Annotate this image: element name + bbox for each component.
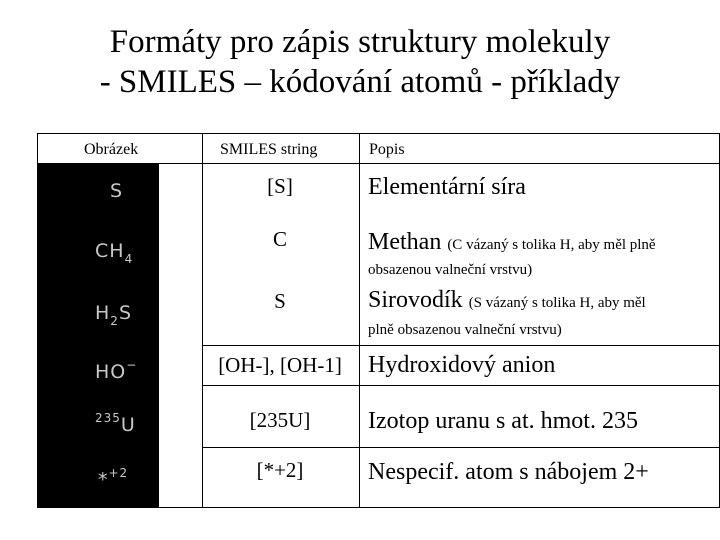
smiles-examples-table	[37, 133, 720, 508]
molecule-image-uranium-235	[95, 411, 136, 436]
molecule-image-hydroxide	[95, 358, 138, 383]
description-cell	[368, 457, 649, 487]
row-divider	[202, 447, 719, 448]
description-note: (S vázaný s tolika H, aby měl	[468, 295, 646, 311]
smiles-cell: S	[274, 289, 286, 313]
description-note: (C vázaný s tolika H, aby měl plně	[447, 237, 656, 253]
molecule-charge: −	[126, 358, 138, 372]
page-title	[0, 22, 720, 102]
molecule-subscript: 2	[110, 314, 119, 328]
smiles-cell: [OH-], [OH-1]	[218, 353, 342, 377]
description-cell	[368, 406, 638, 436]
description-text: Hydroxidový anion	[368, 352, 556, 378]
smiles-cell: [235U]	[249, 408, 311, 432]
molecule-label: HO	[95, 361, 127, 383]
description-text: Sirovodík	[368, 287, 463, 313]
header-description: Popis	[369, 141, 405, 158]
description-text: Methan	[368, 229, 442, 255]
description-text: Nespecif. atom s nábojem 2+	[368, 459, 649, 485]
molecule-label: S	[110, 180, 124, 202]
molecule-image-wildcard-atom	[98, 466, 129, 491]
molecule-label: CH	[95, 240, 125, 262]
molecule-image-methane	[95, 240, 134, 266]
title-line-1: Formáty pro zápis struktury molekuly	[109, 24, 611, 60]
smiles-cell: [*+2]	[256, 458, 304, 482]
molecule-image-sulfur	[110, 180, 123, 202]
molecule-subscript: 4	[124, 252, 134, 266]
description-text: Elementární síra	[368, 174, 526, 200]
smiles-cell: C	[272, 227, 287, 251]
smiles-cell: [S]	[267, 174, 293, 198]
molecule-mass-number: 235	[95, 411, 121, 425]
row-divider	[202, 345, 719, 346]
molecule-label: *	[98, 469, 109, 491]
description-note-line-2: plně obsazenou valneční vrstvu)	[368, 322, 562, 338]
description-note-line-2: obsazenou valneční vrstvu)	[368, 262, 533, 278]
image-column-background	[38, 163, 159, 507]
molecule-image-hydrogen-sulfide	[95, 302, 132, 328]
description-text: Izotop uranu s at. hmot. 235	[368, 408, 638, 434]
header-image: Obrázek	[84, 141, 139, 158]
molecule-prefix: H	[95, 302, 111, 324]
description-cell	[368, 285, 646, 318]
description-cell	[368, 350, 555, 380]
column-divider-2	[359, 134, 360, 507]
molecule-label: U	[120, 414, 136, 436]
title-line-2: - SMILES – kódování atomů - příklady	[99, 64, 621, 100]
molecule-charge: +2	[108, 466, 129, 480]
header-divider	[38, 163, 719, 164]
molecule-label: S	[118, 302, 132, 324]
row-divider	[202, 385, 719, 386]
header-smiles: SMILES string	[220, 141, 318, 158]
description-cell	[368, 172, 526, 202]
